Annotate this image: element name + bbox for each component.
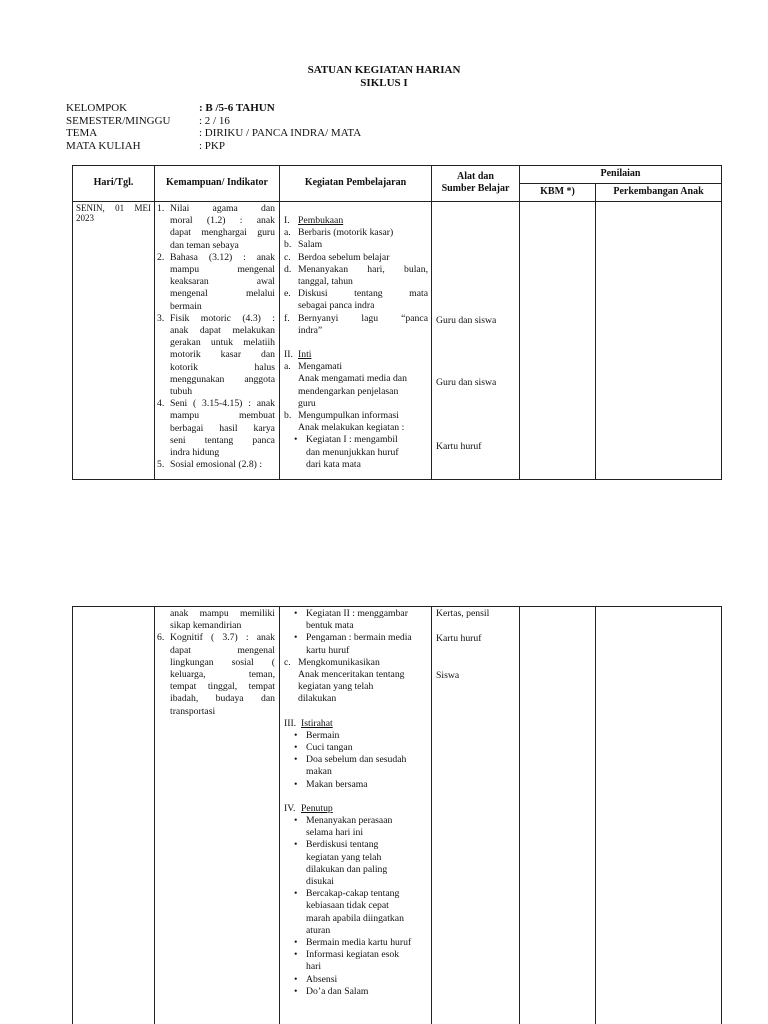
indikator-line: gerakan untuk melatiih <box>170 337 275 349</box>
kegiatan-text: guru <box>298 397 316 409</box>
indikator-line: Kognitif ( 3.7) : anak <box>170 632 275 644</box>
section-number: III. <box>284 717 297 729</box>
table-border <box>431 606 432 1024</box>
kegiatan-text: dan menunjukkan huruf <box>306 446 399 458</box>
meta-label-semester: SEMESTER/MINGGU <box>66 114 171 127</box>
table-border <box>519 165 520 480</box>
indikator-line: Sosial emosional (2.8) : <box>170 459 263 471</box>
kegiatan-text: Bermain <box>306 729 340 741</box>
kegiatan-item: d. Menanyakan hari, bulan, tanggal, tahun <box>284 263 428 288</box>
section-inti <box>284 349 428 361</box>
kegiatan-text: Mengumpulkan informasi <box>298 410 399 422</box>
kegiatan-text: disukai <box>306 876 334 888</box>
indikator-item-6 <box>157 632 275 717</box>
kegiatan-item: f. Bernyanyi lagu “panca indra” <box>284 312 428 336</box>
bullet-item <box>284 608 428 632</box>
kegiatan-text: Diskusi tentang mata <box>298 288 428 300</box>
bullet-item <box>284 730 428 742</box>
table-border <box>72 165 722 166</box>
alat-siswa: Siswa <box>436 670 460 681</box>
kegiatan-text: Berdiskusi tentang <box>306 839 379 851</box>
kegiatan-text: mendengarkan penjelasan <box>298 385 399 397</box>
bullet-item <box>284 974 428 986</box>
bullet-item <box>284 839 428 888</box>
bullet-item <box>284 888 428 937</box>
indikator-item-3 <box>157 313 275 398</box>
list-number: 4. <box>157 398 165 410</box>
kegiatan-text: dilakukan <box>298 693 337 705</box>
alat-guru-siswa-1: Guru dan siswa <box>436 315 497 326</box>
section-istirahat <box>284 718 428 730</box>
table-border <box>154 165 155 480</box>
kegiatan-text: kegiatan yang telah <box>298 681 374 693</box>
bullet-icon: • <box>294 778 298 790</box>
kegiatan-text: makan <box>306 766 332 778</box>
meta-label-mata-kuliah: MATA KULIAH <box>66 139 141 152</box>
table-border <box>721 606 722 1024</box>
indikator-line: anak dapat melakukan <box>170 325 275 337</box>
indikator-line: mampu membuat <box>170 410 275 422</box>
bullet-icon: • <box>294 985 298 997</box>
kegiatan-text: Kegiatan I : mengambil <box>306 434 398 446</box>
kegiatan-text: Mengkomunikasikan <box>298 656 380 668</box>
alat-guru-siswa-2: Guru dan siswa <box>436 377 497 388</box>
kegiatan-text: tanggal, tahun <box>298 276 353 288</box>
table-border <box>72 479 722 480</box>
header-kemampuan: Kemampuan/ Indikator <box>166 177 268 188</box>
kegiatan-item: c. Berdoa sebelum belajar <box>284 251 390 263</box>
kegiatan-text: dari kata mata <box>306 458 361 470</box>
meta-value-semester: : 2 / 16 <box>199 114 230 127</box>
bullet-item <box>284 434 428 471</box>
list-number: 3. <box>157 312 165 324</box>
kegiatan-text: dilakukan dan paling <box>306 863 388 875</box>
table-border <box>72 201 722 202</box>
bullet-icon: • <box>294 937 298 949</box>
indikator-line: ibadah, budaya dan <box>170 693 275 705</box>
cell-kegiatan-page1 <box>284 215 428 471</box>
kegiatan-item: b. Mengumpulkan informasi Anak melakukan kegiatan : <box>284 410 428 434</box>
section-title: Inti <box>298 349 312 361</box>
kegiatan-text: Menanyakan perasaan <box>306 815 393 827</box>
kegiatan-text: Do’a dan Salam <box>306 985 369 997</box>
indikator-line: bermain <box>170 300 202 312</box>
table-border <box>154 606 155 1024</box>
bullet-icon: • <box>294 754 298 766</box>
header-penilaian: Penilaian <box>600 168 641 179</box>
indikator-item-5-cont <box>157 608 275 632</box>
bullet-item <box>284 986 428 998</box>
section-number: IV. <box>284 802 296 814</box>
kegiatan-text: marah apabila diingatkan <box>306 912 404 924</box>
bullet-item <box>284 815 428 839</box>
alat-kartu-huruf-2: Kartu huruf <box>436 633 482 644</box>
meta-label-tema: TEMA <box>66 127 98 139</box>
kegiatan-text: hari <box>306 961 322 973</box>
header-alat-2: Sumber Belajar <box>441 183 510 194</box>
indikator-line: berbagai hasil karya <box>170 422 275 434</box>
indikator-line: indra hidung <box>170 447 220 459</box>
table-border <box>279 606 280 1024</box>
kegiatan-text: bentuk mata <box>306 620 354 632</box>
header-alat-1: Alat dan <box>457 171 494 182</box>
header-hari: Hari/Tgl. <box>93 177 134 188</box>
table-border <box>72 606 73 1024</box>
kegiatan-text: selama hari ini <box>306 827 364 839</box>
kegiatan-text: Menanyakan hari, bulan, <box>298 263 428 275</box>
indikator-line: dan teman sebaya <box>170 239 239 251</box>
table-border <box>595 183 596 480</box>
bullet-item <box>284 937 428 949</box>
table-border <box>519 606 520 1024</box>
indikator-line: Nilai agama dan <box>170 203 275 214</box>
list-number: 1. <box>157 203 165 214</box>
indikator-line: mampu mengenal <box>170 264 275 276</box>
kegiatan-text: indra” <box>298 324 323 336</box>
bullet-icon: • <box>294 949 298 961</box>
table-border <box>72 606 722 607</box>
document-title: SATUAN KEGIATAN HARIAN <box>307 64 461 76</box>
bullet-item <box>284 949 428 973</box>
cell-kegiatan-page2 <box>284 608 428 998</box>
bullet-item <box>284 742 428 754</box>
indikator-line: transportasi <box>170 705 216 717</box>
section-title: Penutup <box>301 802 333 814</box>
indikator-item-1 <box>157 203 275 252</box>
list-number: 5. <box>157 459 165 471</box>
indikator-line: keluarga, teman, <box>170 669 275 681</box>
bullet-icon: • <box>294 729 298 741</box>
indikator-line: moral (1.2) : anak <box>170 215 275 227</box>
indikator-item-2 <box>157 252 275 313</box>
kegiatan-text: Cuci tangan <box>306 742 353 754</box>
table-border <box>431 165 432 480</box>
kegiatan-text: Anak melakukan kegiatan : <box>298 422 405 434</box>
indikator-line: tubuh <box>170 386 193 398</box>
indikator-line: sikap kemandirian <box>170 620 242 632</box>
bullet-icon: • <box>294 973 298 985</box>
table-border <box>595 606 596 1024</box>
kegiatan-text: Absensi <box>306 973 338 985</box>
table-border <box>72 165 73 480</box>
kegiatan-item: e. Diskusi tentang mata sebagai panca indra <box>284 288 428 312</box>
kegiatan-text: sebagai panca indra <box>298 300 375 312</box>
kegiatan-text: Kegiatan II : menggambar <box>306 608 408 619</box>
document-subtitle: SIKLUS I <box>360 77 408 89</box>
cell-indikator-page1 <box>157 203 275 471</box>
bullet-icon: • <box>294 742 298 754</box>
meta-value-mata-kuliah: : PKP <box>199 139 225 152</box>
kegiatan-item: a. Mengamati Anak mengamati media dan mendengarkan penjelasan guru <box>284 361 428 410</box>
kegiatan-item: c. Mengkomunikasikan Anak menceritakan tentang kegiatan yang telah dilakukan <box>284 657 428 706</box>
kegiatan-text: Salam <box>298 239 323 251</box>
bullet-icon: • <box>294 815 298 827</box>
kegiatan-text: Bernyanyi lagu “panca <box>298 312 428 324</box>
kegiatan-text: Doa sebelum dan sesudah <box>306 754 407 766</box>
bullet-icon: • <box>294 608 298 619</box>
indikator-line: dapat mengenal <box>170 644 275 656</box>
header-kegiatan: Kegiatan Pembelajaran <box>304 177 407 188</box>
kegiatan-text: aturan <box>306 924 331 936</box>
kegiatan-item: a. Berbaris (motorik kasar) <box>284 227 394 239</box>
bullet-icon: • <box>294 632 298 644</box>
bullet-item <box>284 779 428 791</box>
kegiatan-text: Informasi kegiatan esok <box>306 949 400 961</box>
table-border <box>721 165 722 480</box>
section-number: I. <box>284 215 290 226</box>
table-border <box>519 183 722 184</box>
indikator-line: mengenal melalui <box>170 288 275 300</box>
kegiatan-text: kartu huruf <box>306 644 350 656</box>
cell-hari-line: SENIN, 01 MEI <box>76 203 151 213</box>
indikator-item-4 <box>157 398 275 459</box>
indikator-line: keaksaran awal <box>170 276 275 288</box>
meta-value-tema: : DIRIKU / PANCA INDRA/ MATA <box>199 127 362 139</box>
kegiatan-text: Berdoa sebelum belajar <box>298 251 390 263</box>
bullet-icon: • <box>294 434 298 446</box>
kegiatan-text: Anak menceritakan tentang <box>298 669 405 681</box>
section-title: Istirahat <box>301 717 333 729</box>
indikator-line: menggunakan anggota <box>170 373 275 385</box>
indikator-line: kotorik halus <box>170 361 275 373</box>
indikator-item-5 <box>157 459 275 471</box>
meta-label-kelompok: KELOMPOK <box>66 102 128 114</box>
section-number: II. <box>284 349 293 361</box>
bullet-icon: • <box>294 839 298 851</box>
kegiatan-text: kegiatan yang telah <box>306 851 382 863</box>
section-pembukaan <box>284 215 428 227</box>
cell-tahun-line: 2023 <box>76 213 94 223</box>
bullet-icon: • <box>294 888 298 900</box>
kegiatan-text: Anak mengamati media dan <box>298 373 407 385</box>
indikator-line: seni tentang panca <box>170 434 275 446</box>
cell-indikator-page2 <box>157 608 275 718</box>
table-border <box>279 165 280 480</box>
list-number: 2. <box>157 251 165 263</box>
cell-hari-tanggal <box>76 203 151 223</box>
indikator-line: anak mampu memiliki <box>170 608 275 619</box>
indikator-line: dapat menghargai guru <box>170 227 275 239</box>
kegiatan-text: Makan bersama <box>306 778 368 790</box>
kegiatan-text: Bermain media kartu huruf <box>306 937 412 949</box>
bullet-item <box>284 632 428 656</box>
meta-value-kelompok: : B /5-6 TAHUN <box>199 102 275 114</box>
indikator-line: Bahasa (3.12) : anak <box>170 251 275 263</box>
indikator-line: Seni ( 3.15-4.15) : anak <box>170 398 275 410</box>
indikator-line: tempat tinggal, tempat <box>170 681 275 693</box>
indikator-line: lingkungan sosial ( <box>170 656 275 668</box>
kegiatan-text: Pengaman : bermain media <box>306 632 412 644</box>
kegiatan-text: Mengamati <box>298 361 343 373</box>
alat-kertas-pensil: Kertas, pensil <box>436 608 490 619</box>
bullet-item <box>284 754 428 778</box>
indikator-line: Fisik motoric (4.3) : <box>170 312 275 324</box>
list-number: 6. <box>157 632 165 644</box>
header-perkembangan: Perkembangan Anak <box>613 186 704 197</box>
alat-kartu-huruf: Kartu huruf <box>436 441 482 452</box>
kegiatan-text: kebiasaan tidak cepat <box>306 900 389 912</box>
kegiatan-text: Bercakap-cakap tentang <box>306 888 400 900</box>
indikator-line: motorik kasar dan <box>170 349 275 361</box>
header-kbm: KBM *) <box>540 186 575 197</box>
section-penutup <box>284 803 428 815</box>
kegiatan-item: b. Salam <box>284 239 323 251</box>
kegiatan-text: Berbaris (motorik kasar) <box>298 227 394 239</box>
section-title: Pembukaan <box>298 215 344 226</box>
